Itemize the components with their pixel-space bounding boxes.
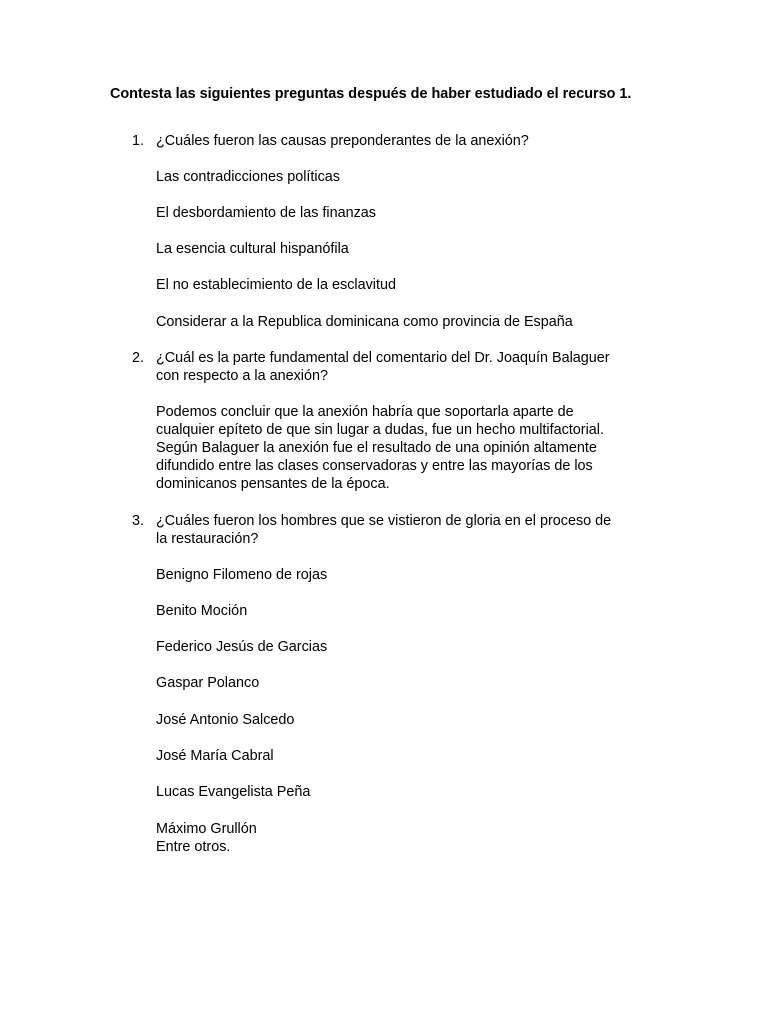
answer-item: Benito Moción [156, 603, 248, 619]
answer-item: El desbordamiento de las finanzas [156, 205, 376, 221]
question-number: 3. [132, 513, 145, 529]
answer-item: Las contradicciones políticas [156, 169, 340, 185]
answer-paragraph-line: difundido entre las clases conservadoras y entre las mayorías de los [156, 458, 593, 474]
answer-item: José Antonio Salcedo [156, 712, 295, 728]
answer-item: La esencia cultural hispanófila [156, 241, 349, 257]
question-number: 2. [132, 350, 145, 366]
question-text-line: ¿Cuáles fueron los hombres que se vistieron de gloria en el proceso de [156, 513, 612, 529]
answer-item: Gaspar Polanco [156, 675, 260, 691]
question-text-line: con respecto a la anexión? [156, 368, 329, 384]
question-text-line: la restauración? [156, 531, 259, 547]
answer-item: El no establecimiento de la esclavitud [156, 277, 396, 293]
answer-item: Máximo Grullón [156, 821, 257, 837]
answer-item: Lucas Evangelista Peña [156, 784, 311, 800]
answer-paragraph-line: dominicanos pensantes de la época. [156, 476, 390, 492]
answer-paragraph-line: Podemos concluir que la anexión habría que soportarla aparte de [156, 404, 574, 420]
question-text-line: ¿Cuál es la parte fundamental del comentario del Dr. Joaquín Balaguer [156, 350, 610, 366]
answer-item: Federico Jesús de Garcias [156, 639, 328, 655]
answer-paragraph-line: Según Balaguer la anexión fue el resultado de una opinión altamente [156, 440, 597, 456]
answer-item: José María Cabral [156, 748, 274, 764]
answer-item: Benigno Filomeno de rojas [156, 567, 328, 583]
question-number: 1. [132, 133, 145, 149]
document-heading: Contesta las siguientes preguntas después de haber estudiado el recurso 1. [110, 86, 632, 102]
closing-text: Entre otros. [156, 839, 231, 855]
question-text: ¿Cuáles fueron las causas preponderantes de la anexión? [156, 133, 529, 149]
answer-item: Considerar a la Republica dominicana como provincia de España [156, 314, 573, 330]
answer-paragraph-line: cualquier epíteto de que sin lugar a dudas, fue un hecho multifactorial. [156, 422, 605, 438]
